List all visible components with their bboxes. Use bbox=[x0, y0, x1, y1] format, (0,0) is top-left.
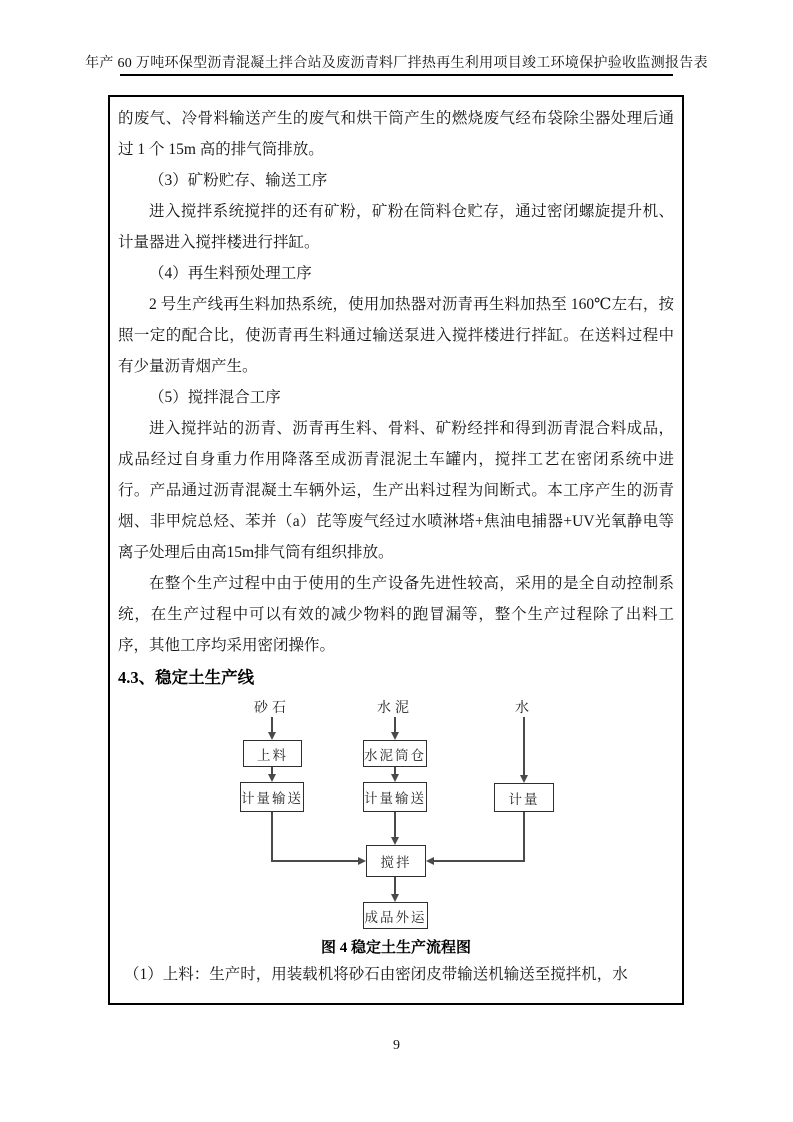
flow-node-metering-conveying-1: 计量输送 bbox=[240, 782, 304, 812]
flow-arrowhead-left bbox=[426, 857, 434, 865]
flow-arrowhead-down bbox=[391, 837, 399, 845]
flow-arrowhead-down bbox=[268, 774, 276, 782]
document-title: 年产 60 万吨环保型沥青混凝土拌合站及废沥青料厂拌热再生利用项目竣工环境保护验收监测报告表 bbox=[85, 56, 708, 71]
flow-connector bbox=[271, 812, 273, 862]
flow-connector bbox=[394, 717, 396, 732]
flow-node-metering: 计量 bbox=[494, 783, 554, 812]
flow-node-feeding: 上料 bbox=[243, 740, 302, 767]
flow-arrowhead-down bbox=[391, 732, 399, 740]
flow-node-product-transport: 成品外运 bbox=[363, 902, 428, 929]
body-paragraph: （3）矿粉贮存、输送工序 bbox=[149, 172, 328, 189]
flow-connector bbox=[434, 860, 525, 862]
flow-connector bbox=[271, 860, 358, 862]
flow-connector bbox=[271, 767, 273, 774]
flow-source-water: 水 bbox=[515, 701, 533, 716]
flow-arrowhead-down bbox=[520, 775, 528, 783]
flow-connector bbox=[394, 877, 396, 894]
flow-arrowhead-right bbox=[358, 857, 366, 865]
flow-source-sand-gravel: 砂石 bbox=[254, 701, 290, 716]
content-cell bbox=[108, 95, 684, 1005]
flow-connector bbox=[523, 812, 525, 862]
body-paragraph: 在整个生产过程中由于使用的生产设备先进性较高，采用的是全自动控制系统，在生产过程中可以有效的减少物料的跑冒漏等，整个生产过程除了出料工序，其他工序均采用密闭操作。 bbox=[118, 575, 674, 654]
flow-arrowhead-down bbox=[391, 894, 399, 902]
flow-source-cement: 水泥 bbox=[377, 701, 413, 716]
header-divider bbox=[120, 74, 673, 76]
flow-connector bbox=[394, 812, 396, 838]
flow-node-mixing: 搅拌 bbox=[366, 845, 426, 877]
page-number: 9 bbox=[393, 1038, 400, 1053]
body-paragraph: （4）再生料预处理工序 bbox=[149, 265, 312, 282]
flowchart-stabilized-soil bbox=[118, 695, 674, 935]
body-paragraph: 进入搅拌站的沥青、沥青再生料、骨料、矿粉经拌和得到沥青混合料成品，成品经过自身重力作用降落至成沥青混泥土车罐内，搅拌工艺在密闭系统中进行。产品通过沥青混凝土车辆外运，生产出料过程为间断式。本工序产生的沥青烟、非甲烷总烃、苯并（a）芘等废气经过水喷淋塔+焦油电捕器+UV光氧静电等离子处理后由高15m排气筒有组织排放。 bbox=[118, 420, 674, 561]
flow-connector bbox=[394, 767, 396, 774]
flow-connector bbox=[523, 717, 525, 775]
body-paragraph: （1）上料：生产时，用装载机将砂石由密闭皮带输送机输送至搅拌机，水 bbox=[124, 966, 628, 983]
section-heading: 4.3、稳定土生产线 bbox=[118, 668, 255, 687]
flow-connector bbox=[271, 717, 273, 732]
body-paragraph: 2 号生产线再生料加热系统，使用加热器对沥青再生料加热至 160℃左右，按照一定的配合比，使沥青再生料通过输送泵进入搅拌楼进行拌缸。在送料过程中有少量沥青烟产生。 bbox=[118, 296, 674, 375]
flow-node-cement-silo: 水泥筒仓 bbox=[363, 740, 427, 767]
body-paragraph: 的废气、冷骨料输送产生的废气和烘干筒产生的燃烧废气经布袋除尘器处理后通过 1 个 15m 高的排气筒排放。 bbox=[118, 110, 674, 158]
body-paragraph: （5）搅拌混合工序 bbox=[149, 389, 281, 406]
flow-arrowhead-down bbox=[268, 732, 276, 740]
flow-arrowhead-down bbox=[391, 774, 399, 782]
body-paragraph: 进入搅拌系统搅拌的还有矿粉，矿粉在筒料仓贮存，通过密闭螺旋提升机、计量器进入搅拌楼进行拌缸。 bbox=[118, 203, 674, 251]
figure-caption: 图 4 稳定土生产流程图 bbox=[320, 940, 471, 956]
flow-node-metering-conveying-2: 计量输送 bbox=[363, 782, 427, 812]
